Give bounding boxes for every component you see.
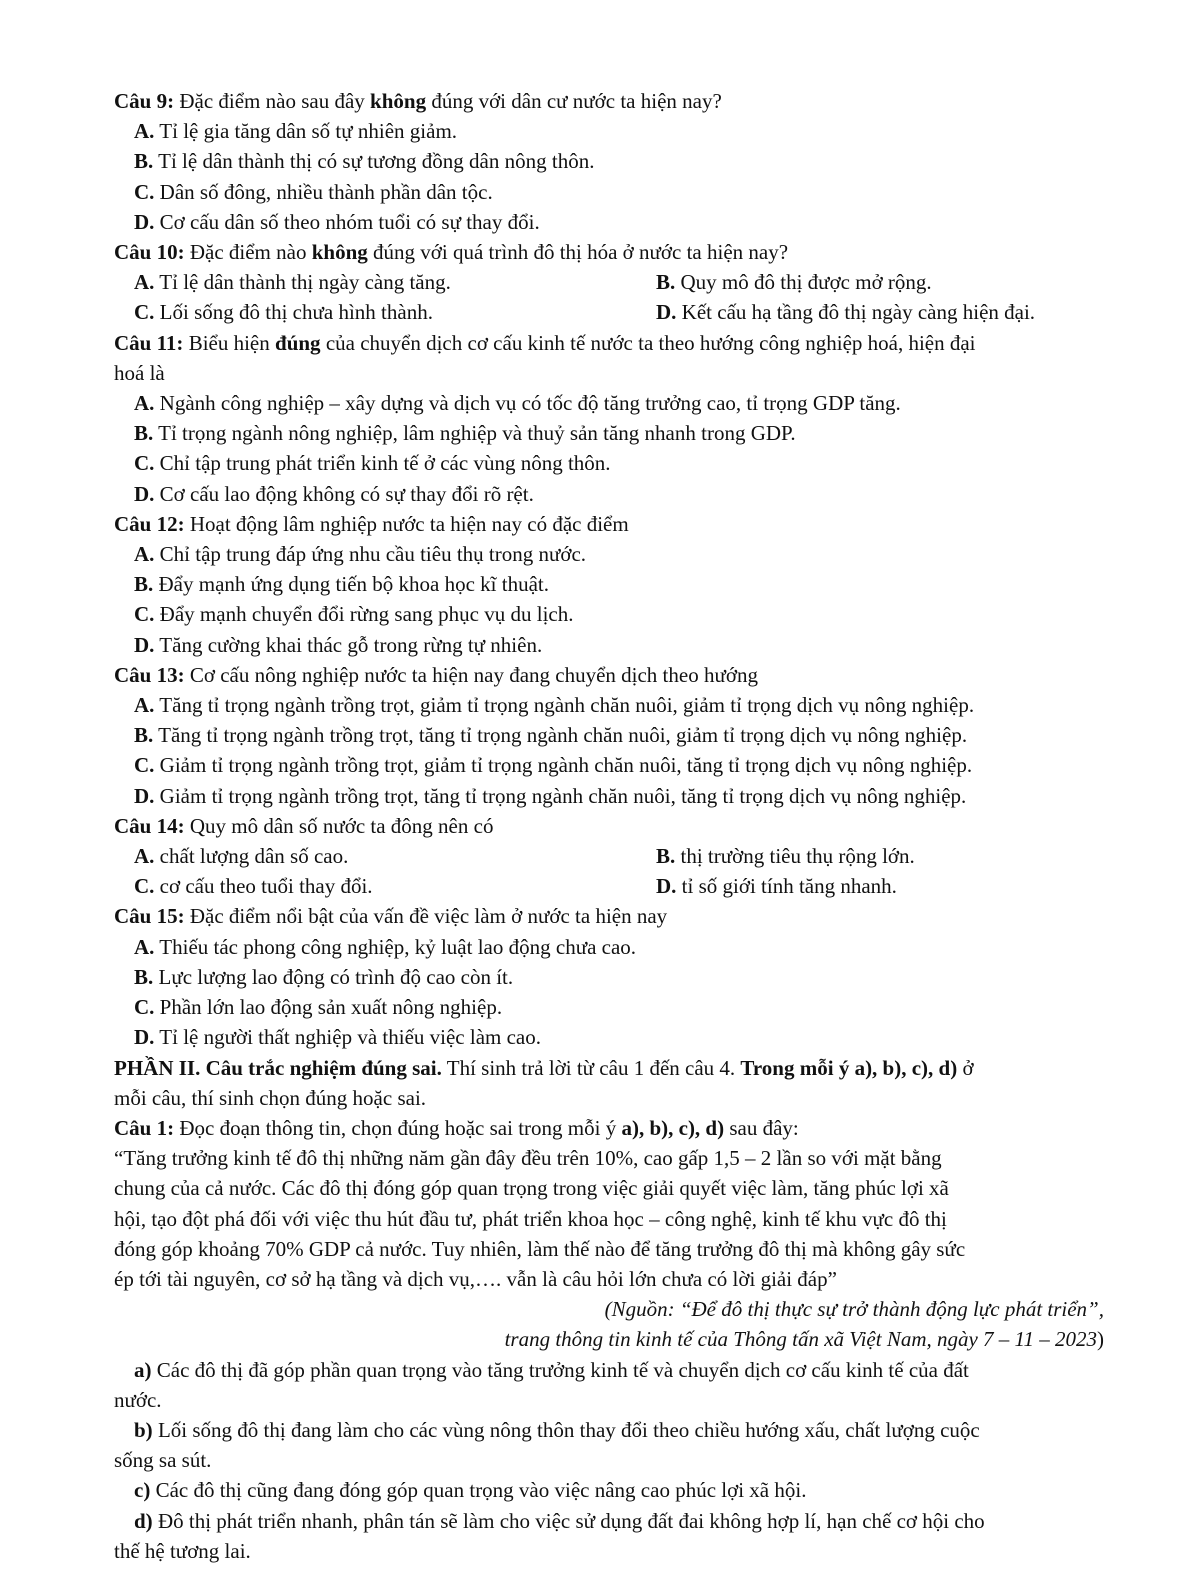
source-citation: (Nguồn: “Để đô thị thực sự trở thành động lực phát triển”, [604,1297,1104,1322]
option-a: A. Ngành công nghiệp – xây dựng và dịch vụ có tốc độ tăng trưởng cao, tỉ trọng GDP tăng. [134,391,901,416]
exam-page [114,86,1104,1566]
passage-line: “Tăng trưởng kinh tế đô thị những năm gần đây đều trên 10%, cao gấp 1,5 – 2 lần so với mặt bằng [114,1146,942,1171]
question-11-stem: Câu 11: Biểu hiện đúng của chuyển dịch cơ cấu kinh tế nước ta theo hướng công nghiệp hoá, hiện đại [114,330,976,355]
option-b: B. thị trường tiêu thụ rộng lớn. [656,844,915,869]
option-a: A. Tăng tỉ trọng ngành trồng trọt, giảm tỉ trọng ngành chăn nuôi, giảm tỉ trọng dịch vụ nông nghiệp. [134,693,975,718]
passage-line: hội, tạo đột phá đối với việc thu hút đầu tư, phát triển khoa học – công nghệ, kinh tế khu vực đô thị [114,1206,947,1231]
option-b: B. Tỉ lệ dân thành thị có sự tương đồng dân nông thôn. [134,149,595,174]
option-d: D. Giảm tỉ trọng ngành trồng trọt, tăng tỉ trọng ngành chăn nuôi, tăng tỉ trọng dịch vụ nông nghiệp. [134,783,967,808]
question-9-stem: Câu 9: Đặc điểm nào sau đây không đúng với dân cư nước ta hiện nay? [114,89,722,113]
option-a: A. chất lượng dân số cao. [134,844,349,869]
option-d: D. Kết cấu hạ tầng đô thị ngày càng hiện đại. [656,300,1036,325]
option-c: C. Giảm tỉ trọng ngành trồng trọt, giảm tỉ trọng ngành chăn nuôi, tăng tỉ trọng dịch vụ nông nghiệp. [134,753,973,778]
option-d: D. tỉ số giới tính tăng nhanh. [656,874,897,899]
statement-d-cont: thế hệ tương lai. [114,1538,251,1563]
statement-d: d) Đô thị phát triển nhanh, phân tán sẽ làm cho việc sử dụng đất đai không hợp lí, hạn chế cơ hội cho [134,1508,985,1533]
question-12-stem: Câu 12: Hoạt động lâm nghiệp nước ta hiện nay có đặc điểm [114,511,629,536]
question-15-stem: Câu 15: Đặc điểm nổi bật của vấn đề việc làm ở nước ta hiện nay [114,904,668,929]
option-b: B. Tăng tỉ trọng ngành trồng trọt, tăng tỉ trọng ngành chăn nuôi, giảm tỉ trọng dịch vụ nông nghiệp. [134,723,968,748]
option-d: D. Tỉ lệ người thất nghiệp và thiếu việc làm cao. [134,1025,541,1050]
option-c: C. Chỉ tập trung phát triển kinh tế ở các vùng nông thôn. [134,451,611,476]
statement-b-cont: sống sa sút. [114,1448,212,1473]
question-10-stem: Câu 10: Đặc điểm nào không đúng với quá trình đô thị hóa ở nước ta hiện nay? [114,240,789,265]
statement-a-cont: nước. [114,1387,162,1412]
option-a: A. Thiếu tác phong công nghiệp, kỷ luật lao động chưa cao. [134,934,637,959]
question-13-stem: Câu 13: Cơ cấu nông nghiệp nước ta hiện nay đang chuyển dịch theo hướng [114,662,758,687]
option-a: A. Tỉ lệ dân thành thị ngày càng tăng. [134,270,451,295]
option-row [114,297,1104,327]
option-c: C. Lối sống đô thị chưa hình thành. [134,300,433,325]
option-c: C. Đẩy mạnh chuyển đổi rừng sang phục vụ du lịch. [134,602,574,627]
option-a: A. Chỉ tập trung đáp ứng nhu cầu tiêu thụ trong nước. [134,542,587,567]
option-row [114,267,1104,297]
option-b: B. Quy mô đô thị được mở rộng. [656,270,932,295]
question-11-stem-cont: hoá là [114,360,165,385]
option-row [114,871,1104,901]
statement-a: a) Các đô thị đã góp phần quan trọng vào tăng trưởng kinh tế và chuyển dịch cơ cấu kinh tế của đất [134,1357,969,1382]
question-label: Câu 9: [114,89,175,113]
option-b: B. Tỉ trọng ngành nông nghiệp, lâm nghiệp và thuỷ sản tăng nhanh trong GDP. [134,421,796,446]
option-a: A. Tỉ lệ gia tăng dân số tự nhiên giảm. [134,119,458,144]
option-b: B. Lực lượng lao động có trình độ cao còn ít. [134,964,514,989]
part2-question-1-stem: Câu 1: Đọc đoạn thông tin, chọn đúng hoặc sai trong mỗi ý a), b), c), d) sau đây: [114,1115,799,1140]
option-c: C. cơ cấu theo tuổi thay đổi. [134,874,373,899]
passage-line: chung của cả nước. Các đô thị đóng góp quan trọng trong việc giải quyết việc làm, tăng phúc lợi xã [114,1176,949,1201]
section-heading-cont: mỗi câu, thí sinh chọn đúng hoặc sai. [114,1085,427,1110]
source-citation: trang thông tin kinh tế của Thông tấn xã Việt Nam, ngày 7 – 11 – 2023) [504,1327,1104,1352]
option-d: D. Cơ cấu dân số theo nhóm tuổi có sự thay đổi. [134,209,540,234]
passage-line: đóng góp khoảng 70% GDP cả nước. Tuy nhiên, làm thế nào để tăng trưởng đô thị mà không gây sức [114,1236,966,1261]
section-heading: PHẦN II. Câu trắc nghiệm đúng sai. Thí sinh trả lời từ câu 1 đến câu 4. Trong mỗi ý a), b), c), d) ở [114,1055,974,1080]
passage-line: ép tới tài nguyên, cơ sở hạ tầng và dịch vụ,…. vẫn là câu hỏi lớn chưa có lời giải đáp” [114,1266,837,1291]
option-c: C. Phần lớn lao động sản xuất nông nghiệp. [134,995,503,1020]
option-d: D. Cơ cấu lao động không có sự thay đổi rõ rệt. [134,481,534,506]
option-row [114,841,1104,871]
option-b: B. Đẩy mạnh ứng dụng tiến bộ khoa học kĩ thuật. [134,572,549,597]
option-c: C. Dân số đông, nhiều thành phần dân tộc. [134,179,493,204]
option-d: D. Tăng cường khai thác gỗ trong rừng tự nhiên. [134,632,543,657]
statement-c: c) Các đô thị cũng đang đóng góp quan trọng vào việc nâng cao phúc lợi xã hội. [134,1478,807,1503]
statement-b: b) Lối sống đô thị đang làm cho các vùng nông thôn thay đổi theo chiều hướng xấu, chất lượng cuộc [134,1417,980,1442]
question-14-stem: Câu 14: Quy mô dân số nước ta đông nên có [114,813,494,838]
